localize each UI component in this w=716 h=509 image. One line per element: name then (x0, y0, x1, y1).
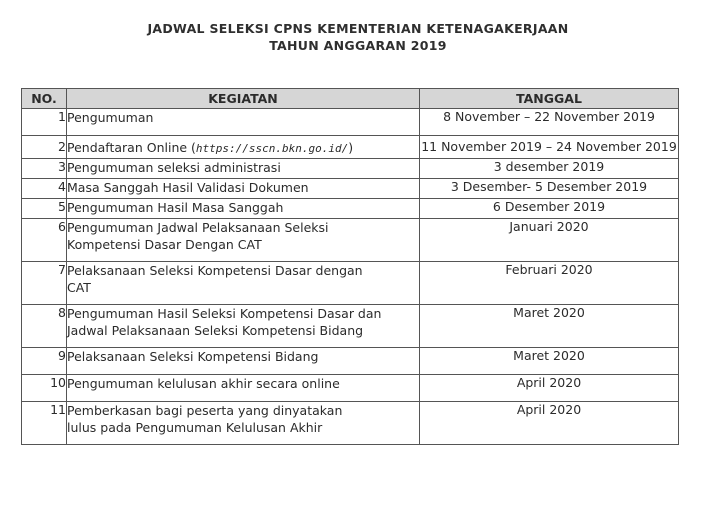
activity-line-2: Jadwal Pelaksanaan Seleksi Kompetensi Bidang (67, 323, 364, 338)
table-row (22, 262, 679, 305)
row-number: 5 (22, 199, 67, 219)
activity-line-2: lulus pada Pengumuman Kelulusan Akhir (67, 420, 323, 435)
activity-cell: Pengumuman seleksi administrasi (67, 159, 420, 179)
column-header-kegiatan: KEGIATAN (67, 89, 420, 109)
activity-line-1: Pemberkasan bagi peserta yang dinyatakan (67, 403, 343, 418)
date-cell: Maret 2020 (420, 305, 679, 348)
document-subtitle: TAHUN ANGGARAN 2019 (269, 38, 447, 53)
date-cell: Maret 2020 (420, 348, 679, 375)
document-title: JADWAL SELEKSI CPNS KEMENTERIAN KETENAGAKERJAAN (147, 21, 569, 36)
row-number: 3 (22, 159, 67, 179)
row-number: 4 (22, 179, 67, 199)
row-number: 1 (22, 109, 67, 136)
column-header-no: NO. (22, 89, 67, 109)
row-number: 6 (22, 219, 67, 262)
row-number: 2 (22, 136, 67, 159)
date-cell: 6 Desember 2019 (420, 199, 679, 219)
row-number: 8 (22, 305, 67, 348)
activity-cell (67, 136, 420, 159)
date-cell: 11 November 2019 – 24 November 2019 (420, 136, 679, 159)
row-number: 10 (22, 375, 67, 402)
table-row (22, 109, 679, 136)
date-cell: April 2020 (420, 402, 679, 445)
activity-cell: Pelaksanaan Seleksi Kompetensi Bidang (67, 348, 420, 375)
activity-line-2: CAT (67, 280, 91, 295)
activity-cell (67, 402, 420, 445)
date-cell: 8 November – 22 November 2019 (420, 109, 679, 136)
table-row (22, 219, 679, 262)
activity-line-2: Kompetensi Dasar Dengan CAT (67, 237, 262, 252)
activity-cell (67, 262, 420, 305)
activity-cell: Masa Sanggah Hasil Validasi Dokumen (67, 179, 420, 199)
date-cell: Februari 2020 (420, 262, 679, 305)
row-number: 7 (22, 262, 67, 305)
date-cell: 3 Desember- 5 Desember 2019 (420, 179, 679, 199)
table-row (22, 348, 679, 375)
activity-cell: Pengumuman Hasil Masa Sanggah (67, 199, 420, 219)
document-header (0, 20, 716, 54)
column-header-tanggal: TANGGAL (420, 89, 679, 109)
activity-line-1: Pelaksanaan Seleksi Kompetensi Dasar dengan (67, 263, 363, 278)
activity-cell: Pengumuman (67, 109, 420, 136)
activity-cell (67, 219, 420, 262)
row-number: 9 (22, 348, 67, 375)
table-row (22, 179, 679, 199)
date-cell: April 2020 (420, 375, 679, 402)
activity-line-1: Pengumuman Hasil Seleksi Kompetensi Dasar dan (67, 306, 382, 321)
table-row (22, 402, 679, 445)
table-row (22, 136, 679, 159)
table-row (22, 375, 679, 402)
date-cell: Januari 2020 (420, 219, 679, 262)
registration-url: https://sscn.bkn.go.id/ (195, 142, 349, 155)
table-row (22, 159, 679, 179)
date-cell: 3 desember 2019 (420, 159, 679, 179)
activity-line-1: Pengumuman Jadwal Pelaksanaan Seleksi (67, 220, 329, 235)
row-number: 11 (22, 402, 67, 445)
schedule-table (21, 88, 679, 445)
table-row (22, 199, 679, 219)
table-row (22, 305, 679, 348)
activity-text-suffix: ) (348, 140, 354, 155)
activity-cell (67, 305, 420, 348)
activity-cell: Pengumuman kelulusan akhir secara online (67, 375, 420, 402)
table-header-row (22, 89, 679, 109)
activity-text: Pendaftaran Online ( (67, 140, 196, 155)
